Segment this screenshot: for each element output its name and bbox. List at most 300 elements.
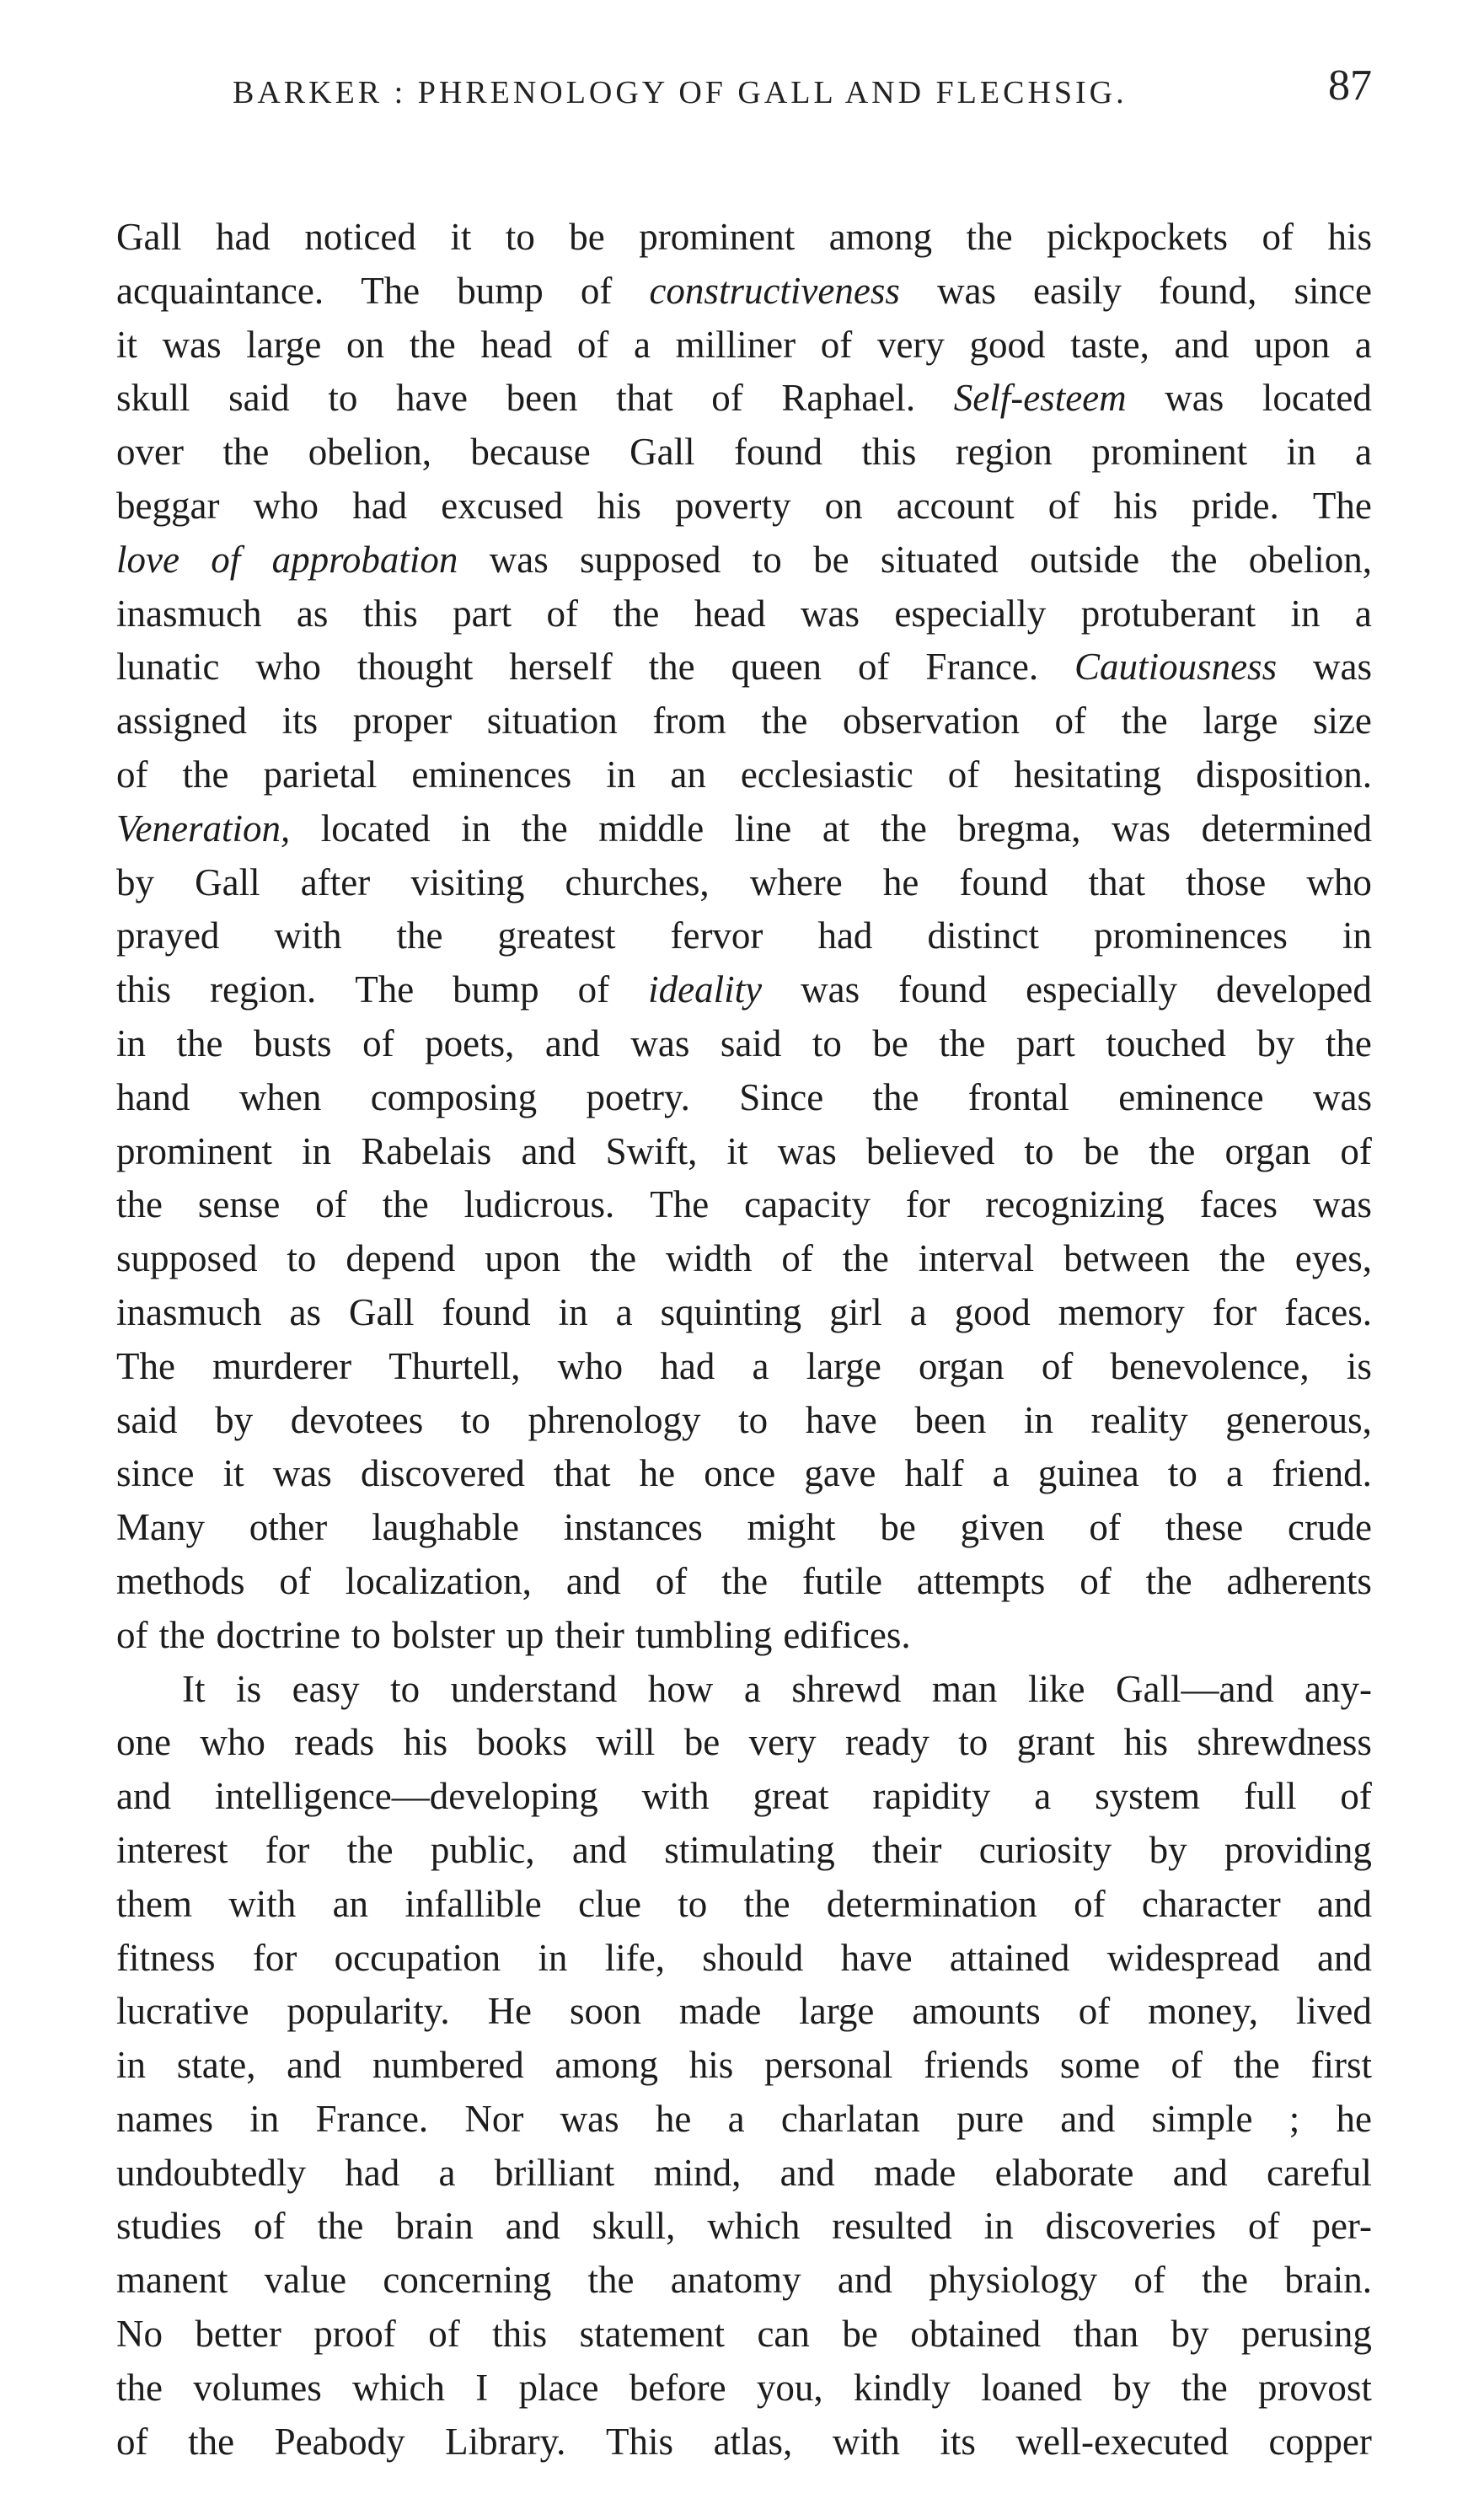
word: reality	[1090, 1398, 1188, 1441]
word: of	[116, 753, 148, 796]
word: of	[1041, 1344, 1074, 1387]
word: in	[249, 2097, 280, 2140]
word: of	[577, 968, 610, 1011]
word: obelion,	[308, 431, 431, 474]
text-line	[116, 1878, 1372, 1932]
word: recognizing	[985, 1183, 1165, 1226]
word: who	[557, 1344, 624, 1387]
text-line	[116, 1017, 1372, 1071]
word: the	[743, 1882, 790, 1925]
text-line	[116, 265, 1372, 319]
word: depend	[346, 1237, 456, 1280]
text-line	[116, 748, 1372, 802]
word: beggar	[116, 484, 220, 527]
word: found,	[1159, 269, 1257, 312]
word: herself	[509, 646, 613, 689]
word: methods	[116, 1559, 245, 1602]
word: life,	[604, 1936, 665, 1979]
word: who	[200, 1721, 265, 1764]
word: in	[1286, 431, 1316, 474]
word: supposed	[580, 538, 721, 581]
word: provost	[1257, 2366, 1372, 2409]
word: discoveries	[1045, 2205, 1217, 2248]
word: The	[361, 269, 421, 312]
word: assigned	[116, 700, 247, 743]
word: the	[1171, 538, 1218, 581]
word: on	[346, 323, 385, 366]
word: Gall	[349, 1290, 415, 1333]
word: will	[596, 1721, 656, 1764]
word: intelligence—developing	[214, 1775, 598, 1818]
word: to	[351, 1613, 381, 1656]
text-line	[116, 2147, 1372, 2201]
word: brain	[395, 2205, 474, 2248]
word: money,	[1148, 1990, 1258, 2033]
word: of	[1262, 216, 1294, 258]
word: great	[753, 1775, 829, 1818]
word: the	[761, 700, 808, 743]
text-line	[116, 534, 1372, 587]
word: devotees	[290, 1398, 424, 1441]
word: a	[1226, 1452, 1244, 1495]
word: of	[211, 538, 241, 581]
word: of	[711, 377, 743, 420]
word: prominent	[639, 216, 796, 258]
word: the	[1149, 1129, 1196, 1172]
word: a	[438, 2151, 456, 2194]
word: squinting	[660, 1290, 802, 1333]
word: of	[116, 1613, 148, 1656]
text-line	[116, 480, 1372, 534]
word: might	[747, 1506, 836, 1549]
word: be	[813, 538, 849, 581]
word: of	[1340, 1775, 1372, 1818]
word: the	[1181, 2366, 1228, 2409]
word: girl	[829, 1290, 882, 1333]
word: of	[116, 2420, 148, 2463]
word: copper	[1268, 2420, 1372, 2463]
word: constructiveness	[649, 269, 900, 312]
word: of	[820, 323, 853, 366]
word: found	[959, 861, 1048, 903]
word: his	[1113, 484, 1158, 527]
word: tumbling	[635, 1613, 773, 1656]
word: physiology	[929, 2259, 1098, 2302]
word: obtained	[910, 2313, 1042, 2356]
word: because	[470, 431, 591, 474]
word: good	[969, 323, 1046, 366]
word: soon	[569, 1990, 641, 2033]
word: the	[188, 2420, 235, 2463]
word: and	[1316, 1936, 1372, 1979]
word: attempts	[916, 1559, 1046, 1602]
word: in	[606, 753, 636, 796]
word: the	[382, 1183, 429, 1226]
word: have	[395, 377, 468, 420]
word: faces	[1199, 1183, 1278, 1226]
word: a	[752, 1344, 769, 1387]
word: place	[518, 2366, 599, 2409]
word: large	[806, 1344, 881, 1387]
word: it	[726, 1129, 748, 1172]
word: inasmuch	[116, 1290, 262, 1333]
word: before	[629, 2366, 726, 2409]
word: by	[1256, 1021, 1295, 1064]
word: among	[828, 216, 933, 258]
word: the	[842, 1237, 889, 1280]
word: lunatic	[116, 646, 220, 689]
word: eminences	[411, 753, 572, 796]
word: to	[505, 216, 535, 258]
word: be	[569, 216, 605, 258]
text-line	[116, 1178, 1372, 1232]
word: he	[1336, 2097, 1372, 2140]
text-line	[116, 1071, 1372, 1125]
word: from	[652, 700, 726, 743]
word: to	[287, 1237, 317, 1280]
word: was	[560, 2097, 619, 2140]
text-line	[116, 2254, 1372, 2308]
word: in	[1342, 914, 1372, 957]
word: of	[1054, 700, 1087, 743]
word: interest	[116, 1828, 228, 1871]
word: with	[641, 1775, 710, 1818]
word: upon	[485, 1237, 561, 1280]
word: of	[1074, 1882, 1106, 1925]
word: part	[453, 592, 512, 635]
word: by	[116, 861, 154, 903]
word: proper	[352, 700, 453, 743]
text-line	[116, 909, 1372, 963]
word: outside	[1030, 538, 1140, 581]
word: which	[352, 2366, 445, 2409]
word: his	[688, 2044, 734, 2087]
text-line	[116, 587, 1372, 641]
word: futile	[801, 1559, 882, 1602]
word: clue	[578, 1882, 642, 1925]
word: instances	[563, 1506, 703, 1549]
word: the	[1145, 1559, 1192, 1602]
text-line	[116, 802, 1372, 856]
word: like	[1027, 1667, 1085, 1710]
word: a	[1034, 1775, 1052, 1818]
word: stimulating	[664, 1828, 835, 1871]
text-line	[116, 963, 1372, 1017]
word: sense	[197, 1183, 281, 1226]
word: occupation	[334, 1936, 501, 1979]
word: public,	[430, 1828, 535, 1871]
body-text	[116, 211, 1372, 2469]
word: Peabody	[274, 2420, 405, 2463]
word: friend.	[1272, 1452, 1372, 1495]
word: situation	[486, 700, 618, 743]
word: ecclesiastic	[740, 753, 913, 796]
word: their	[554, 1613, 624, 1656]
word: the	[158, 1613, 206, 1656]
word: between	[1063, 1237, 1190, 1280]
word: generous,	[1225, 1398, 1372, 1441]
word: the	[317, 2205, 364, 2248]
word: been	[506, 377, 578, 420]
word: books	[476, 1721, 567, 1764]
word: of	[428, 2313, 460, 2356]
word: pride.	[1192, 484, 1279, 527]
word: region	[955, 431, 1053, 474]
word: undoubtedly	[116, 2151, 306, 2194]
word: the	[587, 2259, 635, 2302]
word: was	[489, 538, 549, 581]
word: for	[265, 1828, 310, 1871]
word: organ	[919, 1344, 1005, 1387]
word: had	[215, 216, 271, 258]
word: taste,	[1070, 323, 1149, 366]
word: bolster	[391, 1613, 496, 1656]
word: this	[116, 968, 172, 1011]
word: was	[801, 968, 860, 1011]
word: mind,	[653, 2151, 742, 2194]
word: prominent	[1091, 431, 1248, 474]
running-head	[116, 56, 1372, 123]
word: head	[694, 592, 766, 635]
word: infallible	[404, 1882, 542, 1925]
word: his	[1123, 1721, 1168, 1764]
word: in	[116, 2044, 147, 2087]
text-line	[116, 2039, 1372, 2093]
word: hand	[116, 1075, 190, 1118]
text-line	[116, 694, 1372, 748]
word: the	[1121, 700, 1168, 743]
word: of	[655, 1559, 688, 1602]
word: found	[442, 1290, 531, 1333]
word: good	[954, 1290, 1031, 1333]
text-line	[116, 1555, 1372, 1609]
word: France.	[315, 2097, 429, 2140]
word: simple	[1151, 2097, 1253, 2140]
text-line	[116, 1824, 1372, 1878]
word: of	[253, 2205, 286, 2248]
word: that	[1088, 861, 1146, 903]
word: width	[665, 1237, 753, 1280]
word: who	[1306, 861, 1372, 903]
word: be	[880, 1506, 916, 1549]
word: especially	[894, 592, 1047, 635]
word: some	[1059, 2044, 1140, 2087]
word: inasmuch	[116, 592, 262, 635]
word: located	[1262, 377, 1372, 420]
word: poverty	[675, 484, 791, 527]
word: curiosity	[978, 1828, 1112, 1871]
word: greatest	[497, 914, 616, 957]
word: poets,	[425, 1021, 515, 1064]
word: Cautiousness	[1074, 646, 1278, 689]
text-line	[116, 2200, 1372, 2254]
word: was	[1312, 1075, 1372, 1118]
word: a	[909, 1290, 927, 1333]
word: in	[1023, 1398, 1053, 1441]
word: of	[580, 269, 613, 312]
word: manent	[116, 2259, 228, 2302]
word: in	[461, 807, 491, 850]
word: thought	[356, 646, 474, 689]
word: excused	[441, 484, 564, 527]
word: bump	[453, 968, 539, 1011]
word: was	[1165, 377, 1224, 420]
word: of	[1340, 1129, 1372, 1172]
word: found	[898, 968, 988, 1011]
word: a	[1354, 592, 1372, 635]
word: is	[236, 1667, 262, 1710]
word: ;	[1288, 2097, 1300, 2140]
word: kindly	[853, 2366, 951, 2409]
word: queen	[731, 646, 822, 689]
word: his	[1327, 216, 1372, 258]
word: with	[228, 1882, 297, 1925]
word: man	[931, 1667, 998, 1710]
word: had	[660, 1344, 715, 1387]
word: gave	[804, 1452, 876, 1495]
word: be	[1083, 1129, 1120, 1172]
word: had	[345, 2151, 400, 2194]
word: careful	[1267, 2151, 1372, 2194]
word: was	[272, 1452, 332, 1495]
text-line	[116, 2093, 1372, 2147]
word: an	[332, 1882, 369, 1925]
word: memory	[1058, 1290, 1185, 1333]
word: who	[255, 646, 321, 689]
word: shrewdness	[1197, 1721, 1372, 1764]
word: the	[966, 216, 1013, 258]
word: shrewd	[791, 1667, 902, 1710]
word: crude	[1287, 1506, 1372, 1549]
word: and	[1060, 2097, 1116, 2140]
word: it	[222, 1452, 244, 1495]
word: adherents	[1226, 1559, 1372, 1602]
word: and	[1316, 1882, 1372, 1925]
word: to	[958, 1721, 988, 1764]
word: capacity	[744, 1183, 871, 1226]
word: prayed	[116, 914, 220, 957]
word: pickpockets	[1047, 216, 1229, 258]
word: size	[1312, 700, 1372, 743]
word: first	[1310, 2044, 1372, 2087]
word: Many	[116, 1506, 205, 1549]
word: Rabelais	[361, 1129, 492, 1172]
word: amounts	[912, 1990, 1041, 2033]
word: said	[720, 1021, 782, 1064]
word: The	[1312, 484, 1372, 527]
word: their	[872, 1828, 942, 1871]
word: head	[480, 323, 553, 366]
word: Veneration,	[116, 807, 291, 850]
word: proof	[313, 2313, 396, 2356]
word: made	[678, 1990, 762, 2033]
word: a	[727, 2097, 745, 2140]
text-line	[116, 1125, 1372, 1179]
word: to	[1024, 1129, 1054, 1172]
word: bregma,	[957, 807, 1081, 850]
word: concerning	[383, 2259, 552, 2302]
word: Library.	[445, 2420, 566, 2463]
word: with	[274, 914, 342, 957]
word: The	[650, 1183, 710, 1226]
word: supposed	[116, 1237, 258, 1280]
word: located	[320, 807, 431, 850]
word: with	[832, 2420, 900, 2463]
word: of	[1080, 1559, 1112, 1602]
word: milliner	[675, 323, 796, 366]
word: to	[738, 1398, 769, 1441]
word: studies	[116, 2205, 222, 2248]
word: localization,	[345, 1559, 532, 1602]
word: Gall	[629, 431, 695, 474]
word: of	[1133, 2259, 1165, 2302]
word: lived	[1295, 1990, 1372, 2033]
text-line	[116, 1501, 1372, 1555]
word: to	[328, 377, 358, 420]
text-line	[116, 1663, 1372, 1717]
word: was	[1313, 646, 1372, 689]
text-line	[116, 1609, 1372, 1663]
word: for	[1212, 1290, 1257, 1333]
word: this	[861, 431, 917, 474]
running-title: BARKER : PHRENOLOGY OF GALL AND FLECHSIG.	[233, 75, 1128, 110]
word: the	[872, 1075, 919, 1118]
word: the	[1219, 1237, 1266, 1280]
word: large	[799, 1990, 875, 2033]
word: perusing	[1240, 2313, 1372, 2356]
word: protuberant	[1080, 592, 1256, 635]
word: charlatan	[780, 2097, 920, 2140]
word: to	[752, 538, 782, 581]
word: and	[1172, 2151, 1228, 2194]
word: prominent	[116, 1129, 272, 1172]
word: of	[781, 1237, 813, 1280]
word: brilliant	[494, 2151, 615, 2194]
word: visiting	[410, 861, 525, 903]
word: a	[743, 1667, 761, 1710]
word: and	[780, 2151, 835, 2194]
word: determined	[1201, 807, 1372, 850]
word: Swift,	[605, 1129, 698, 1172]
word: fitness	[116, 1936, 216, 1979]
word: was	[936, 269, 996, 312]
word: be	[842, 2313, 878, 2356]
word: developed	[1215, 968, 1372, 1011]
word: laughable	[372, 1506, 519, 1549]
word: Gall	[116, 216, 182, 258]
word: been	[914, 1398, 987, 1441]
word: especially	[1026, 968, 1177, 1011]
word: had	[817, 914, 873, 957]
word: he	[655, 2097, 692, 2140]
word: eyes,	[1294, 1237, 1372, 1280]
word: the	[521, 807, 568, 850]
word: a	[615, 1290, 633, 1333]
word: to	[812, 1021, 842, 1064]
word: since	[116, 1452, 195, 1495]
word: in	[558, 1290, 588, 1333]
word: personal	[763, 2044, 893, 2087]
word: ready	[844, 1721, 930, 1764]
word: per-	[1311, 2205, 1372, 2248]
word: system	[1095, 1775, 1201, 1818]
text-line	[116, 1286, 1372, 1340]
word: given	[960, 1506, 1045, 1549]
word: found	[734, 431, 823, 474]
word: lucrative	[116, 1990, 249, 2033]
text-line	[116, 1932, 1372, 1986]
word: was	[777, 1129, 837, 1172]
